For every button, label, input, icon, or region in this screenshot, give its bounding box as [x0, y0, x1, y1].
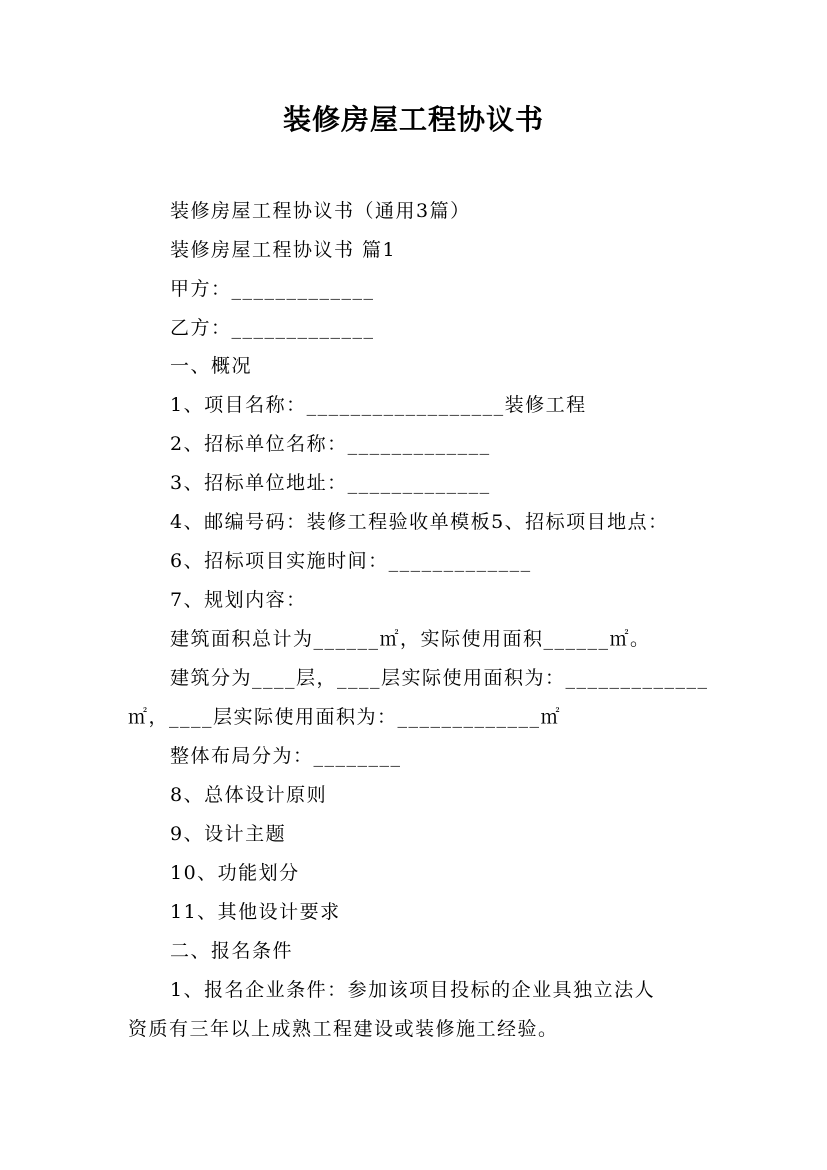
bidder-address-line: 3、招标单位地址：_____________	[170, 472, 491, 494]
function-division-line: 10、功能划分	[170, 862, 300, 884]
planning-content-heading: 7、规划内容：	[170, 589, 307, 611]
party-a-line: 甲方：_____________	[170, 278, 375, 300]
section-heading-line: 装修房屋工程协议书 篇1	[170, 239, 397, 261]
registration-condition-line: 1、报名企业条件：参加该项目投标的企业具独立法人	[170, 979, 656, 1001]
building-area-line: 建筑面积总计为______㎡，实际使用面积______㎡。	[170, 628, 651, 650]
postcode-line: 4、邮编号码：装修工程验收单模板5、招标项目地点：	[170, 511, 669, 533]
party-b-line: 乙方：_____________	[170, 317, 375, 339]
floors-line-continued: ㎡，____层实际使用面积为：_____________㎡	[128, 706, 562, 728]
other-requirements-line: 11、其他设计要求	[170, 901, 341, 923]
bidder-name-line: 2、招标单位名称：_____________	[170, 433, 491, 455]
design-theme-line: 9、设计主题	[170, 823, 287, 845]
registration-condition-continued: 资质有三年以上成熟工程建设或装修施工经验。	[128, 1018, 559, 1040]
project-name-line: 1、项目名称：__________________装修工程	[170, 394, 587, 416]
design-principle-line: 8、总体设计原则	[170, 784, 328, 806]
floors-line: 建筑分为____层，____层实际使用面积为：_____________	[170, 667, 709, 689]
document-title: 装修房屋工程协议书	[282, 103, 544, 136]
project-time-line: 6、招标项目实施时间：_____________	[170, 550, 532, 572]
subtitle-line: 装修房屋工程协议书（通用3篇）	[170, 200, 471, 222]
overview-heading: 一、概况	[170, 355, 253, 377]
registration-heading: 二、报名条件	[170, 940, 294, 962]
layout-line: 整体布局分为：________	[170, 745, 402, 767]
